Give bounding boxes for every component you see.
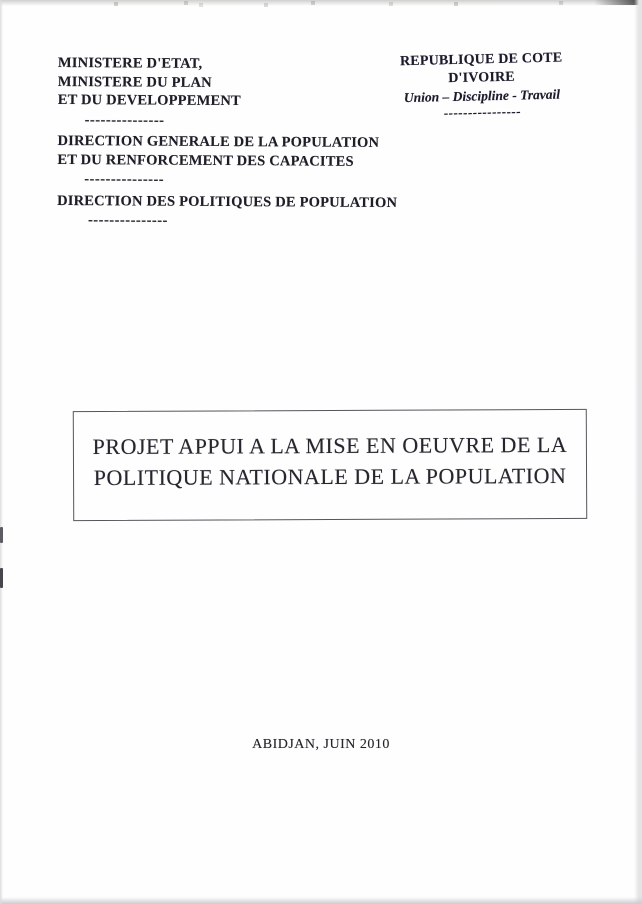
scan-edge-left — [0, 0, 3, 904]
ministry-line-1: MINISTERE D'ETAT, — [57, 54, 203, 72]
document-title-box — [73, 409, 587, 521]
ministry-block — [57, 54, 398, 234]
ministry-line-2: MINISTERE DU PLAN — [57, 73, 212, 91]
direction-politiques-line: DIRECTION DES POLITIQUES DE POPULATION — [57, 192, 398, 211]
dashed-separator: --------------- — [84, 171, 165, 188]
scan-left-mark — [0, 568, 3, 588]
republic-motto: Union – Discipline - Travail — [403, 86, 561, 106]
republic-block — [366, 49, 597, 122]
direction-generale-line-1: DIRECTION GENERALE DE LA POPULATION — [57, 132, 380, 151]
place-date: ABIDJAN, JUIN 2010 — [252, 737, 390, 752]
ministry-line-3: ET DU DEVELOPPEMENT — [57, 91, 241, 110]
republic-title: REPUBLIQUE DE COTE D'IVOIRE — [399, 50, 563, 87]
dashed-separator: --------------- — [84, 111, 165, 129]
title-line-2: POLITIQUE NATIONALE DE LA POPULATION — [93, 462, 567, 491]
dashed-separator: ---------------- — [443, 103, 522, 121]
scan-left-mark — [0, 527, 3, 543]
title-line-1: PROJET APPUI A LA MISE EN OEUVRE DE LA — [92, 431, 568, 460]
scan-speckles — [0, 2, 2, 4]
direction-generale-line-2: ET DU RENFORCEMENT DES CAPACITES — [57, 151, 354, 170]
dashed-separator: --------------- — [87, 212, 168, 229]
scan-corner-mark — [594, 0, 642, 5]
scan-edge-right — [634, 0, 642, 904]
document-title — [93, 429, 568, 493]
scan-edge-top — [0, 0, 642, 6]
scan-edge-bottom — [0, 897, 642, 904]
